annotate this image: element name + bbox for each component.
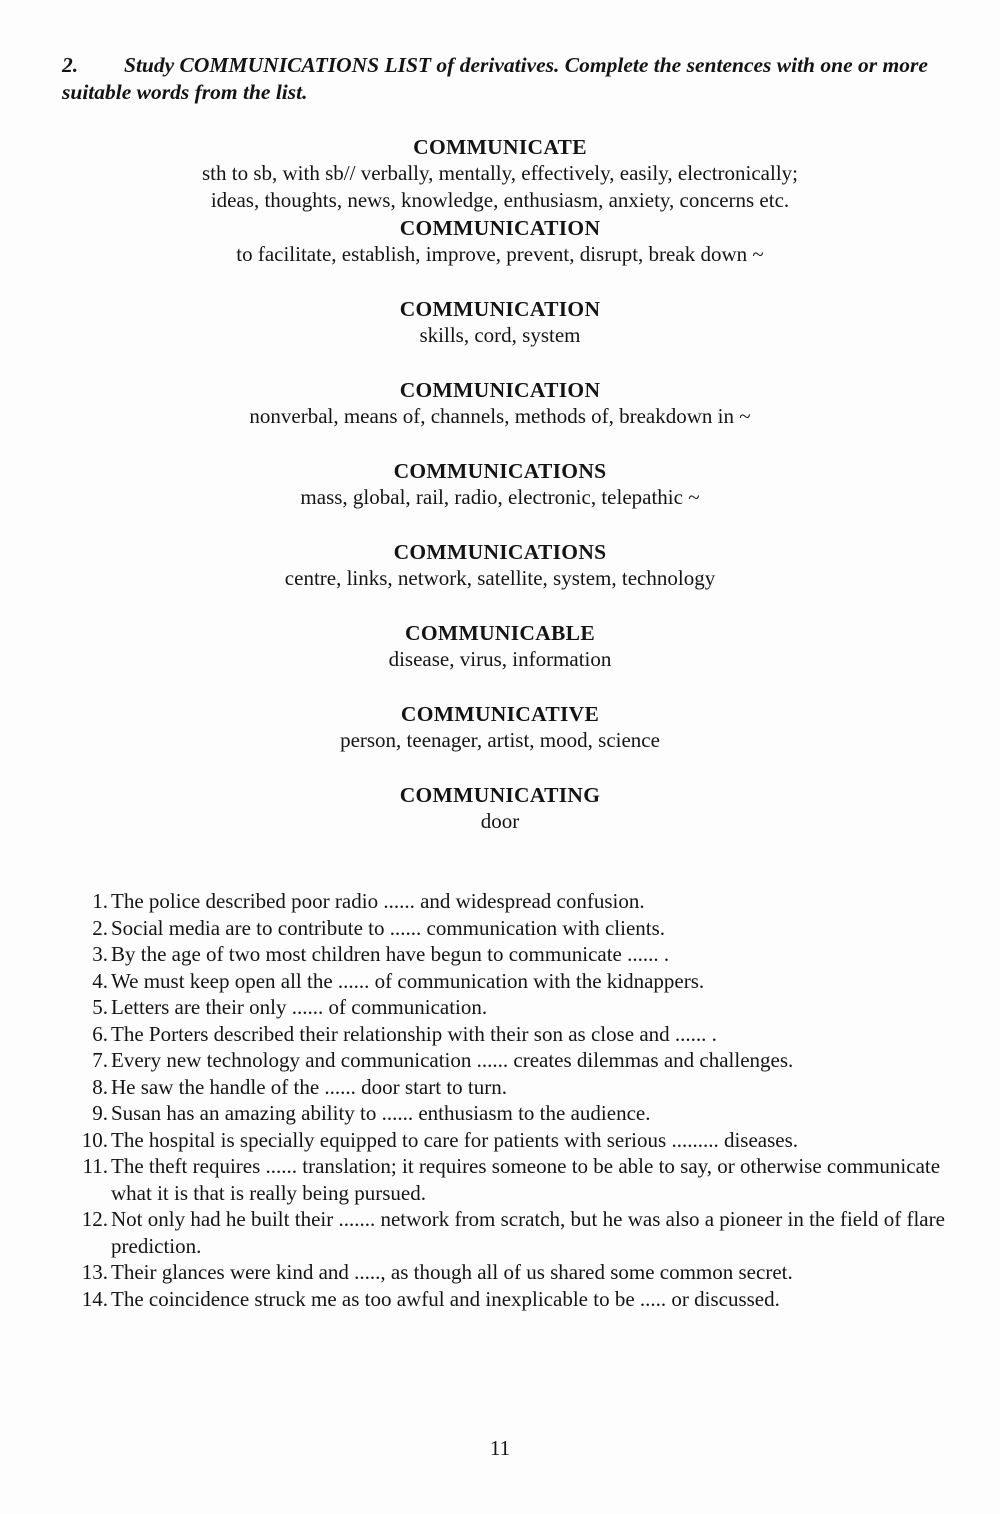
sentence-text: Not only had he built their ....... network from scratch, but he was also a pioneer in the field of flare prediction. bbox=[111, 1207, 945, 1258]
collocations: skills, cord, system bbox=[419, 323, 581, 347]
sentence-number: 9. bbox=[92, 1101, 108, 1125]
sentence-text: Every new technology and communication ...... creates dilemmas and challenges. bbox=[111, 1048, 794, 1072]
derivative-entry bbox=[0, 539, 1000, 620]
collocations: to facilitate, establish, improve, prevent, disrupt, break down ~ bbox=[236, 242, 764, 266]
exercise-sentence bbox=[76, 1286, 946, 1313]
sentence-number: 2. bbox=[92, 915, 108, 940]
collocations: ideas, thoughts, news, knowledge, enthusiasm, anxiety, concerns etc. bbox=[210, 188, 790, 212]
derivative-entry bbox=[0, 782, 1000, 863]
sentence-number: 13. bbox=[81, 1260, 108, 1284]
derivative-entry bbox=[0, 134, 1000, 215]
task-number: 2. bbox=[62, 53, 79, 77]
collocations: person, teenager, artist, mood, science bbox=[340, 728, 660, 752]
exercise-sentence bbox=[76, 888, 946, 915]
task-instruction bbox=[62, 52, 962, 106]
derivative-entry bbox=[0, 701, 1000, 782]
exercise-sentence bbox=[76, 1206, 946, 1259]
sentence-text: Their glances were kind and ....., as though all of us shared some common secret. bbox=[111, 1260, 793, 1284]
headword: COMMUNICABLE bbox=[405, 621, 595, 645]
sentence-number: 6. bbox=[92, 1021, 108, 1046]
headword: COMMUNICATION bbox=[399, 297, 601, 321]
sentence-text: The Porters described their relationship with their son as close and ...... . bbox=[111, 1021, 717, 1046]
sentence-text: Letters are their only ...... of communication. bbox=[111, 995, 488, 1019]
sentence-text: The coincidence struck me as too awful and inexplicable to be ..... or discussed. bbox=[111, 1286, 780, 1311]
derivative-entry bbox=[0, 215, 1000, 296]
sentence-text: He saw the handle of the ...... door start to turn. bbox=[111, 1074, 507, 1099]
sentence-number: 7. bbox=[92, 1048, 108, 1072]
collocations: sth to sb, with sb// verbally, mentally, effectively, easily, electronically; bbox=[202, 161, 798, 185]
collocations: door bbox=[480, 809, 520, 833]
headword: COMMUNICATIONS bbox=[393, 459, 607, 483]
sentence-text: The hospital is specially equipped to care for patients with serious ......... diseases. bbox=[111, 1127, 799, 1152]
sentence-text: Social media are to contribute to ...... communication with clients. bbox=[111, 915, 666, 940]
exercise-sentence bbox=[76, 941, 946, 968]
derivative-entry bbox=[0, 620, 1000, 701]
sentence-number: 3. bbox=[92, 942, 108, 966]
exercise-sentences bbox=[76, 888, 946, 1312]
sentence-number: 5. bbox=[92, 995, 108, 1019]
sentence-text: Susan has an amazing ability to ...... enthusiasm to the audience. bbox=[111, 1101, 651, 1125]
derivative-entry bbox=[0, 296, 1000, 377]
headword: COMMUNICATE bbox=[413, 135, 587, 159]
sentence-number: 1. bbox=[92, 889, 108, 913]
sentence-number: 14. bbox=[81, 1286, 108, 1311]
collocations: nonverbal, means of, channels, methods of, breakdown in ~ bbox=[249, 404, 751, 428]
exercise-sentence bbox=[76, 915, 946, 942]
headword: COMMUNICATIVE bbox=[400, 702, 600, 726]
exercise-sentence bbox=[76, 1127, 946, 1154]
exercise-sentence bbox=[76, 968, 946, 995]
headword: COMMUNICATING bbox=[399, 783, 601, 807]
derivatives-list bbox=[0, 134, 1000, 863]
task-instruction-text: Study COMMUNICATIONS LIST of derivatives. Complete the sentences with one or more suitable words from the list. bbox=[62, 53, 928, 104]
sentence-number: 4. bbox=[92, 968, 108, 993]
sentence-number: 11. bbox=[82, 1154, 108, 1178]
sentence-number: 10. bbox=[81, 1127, 108, 1152]
collocations: mass, global, rail, radio, electronic, telepathic ~ bbox=[300, 485, 700, 509]
collocations: centre, links, network, satellite, system, technology bbox=[284, 566, 716, 590]
page-number: 11 bbox=[489, 1436, 511, 1460]
sentence-text: The theft requires ...... translation; it requires someone to be able to say, or otherwise communicate what it is that is really being pursued. bbox=[111, 1154, 941, 1205]
collocations: disease, virus, information bbox=[388, 647, 612, 671]
sentence-number: 12. bbox=[81, 1207, 108, 1231]
exercise-sentence bbox=[76, 1047, 946, 1074]
sentence-text: We must keep open all the ...... of communication with the kidnappers. bbox=[111, 968, 705, 993]
exercise-sentence bbox=[76, 994, 946, 1021]
exercise-sentence bbox=[76, 1259, 946, 1286]
sentence-text: The police described poor radio ...... and widespread confusion. bbox=[111, 889, 645, 913]
derivative-entry bbox=[0, 377, 1000, 458]
headword: COMMUNICATION bbox=[399, 216, 601, 240]
derivative-entry bbox=[0, 458, 1000, 539]
exercise-sentence bbox=[76, 1021, 946, 1048]
sentence-text: By the age of two most children have begun to communicate ...... . bbox=[111, 942, 670, 966]
sentence-number: 8. bbox=[92, 1074, 108, 1099]
headword: COMMUNICATION bbox=[399, 378, 601, 402]
exercise-sentence bbox=[76, 1100, 946, 1127]
exercise-sentence bbox=[76, 1074, 946, 1101]
headword: COMMUNICATIONS bbox=[393, 540, 607, 564]
exercise-sentence bbox=[76, 1153, 946, 1206]
